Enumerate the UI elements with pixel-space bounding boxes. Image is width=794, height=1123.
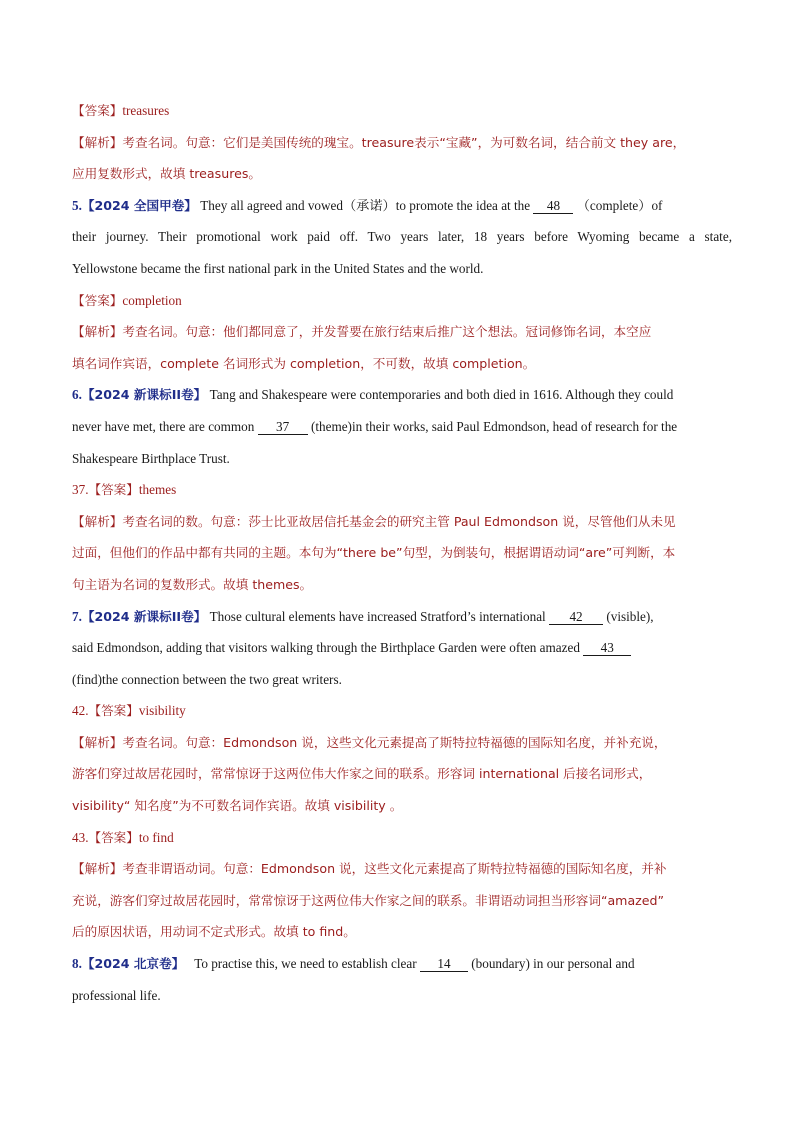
q7-answer-42: 42.【答案】visibility: [72, 703, 186, 719]
q5-blank: 48: [533, 199, 573, 214]
q5-question-line-3: Yellowstone became the first national park in the United States and the world.: [72, 260, 484, 276]
q7-analysis-43-line-1: 【解析】考查非谓语动词。句意：Edmondson 说，这些文化元素提高了斯特拉特福德的国际知名度，并补: [72, 861, 667, 877]
q7-blank-43: 43: [583, 641, 631, 656]
q6-analysis-line-2: 过面，但他们的作品中都有共同的主题。本句为“there be”句型，为倒装句，根据谓语动词“are”可判断，本: [72, 545, 676, 561]
q6-answer: 37.【答案】themes: [72, 482, 177, 498]
q7-analysis-43-line-2: 充说，游客们穿过故居花园时，常常惊讶于这两位伟大作家之间的联系。非谓语动词担当形容词“amazed”: [72, 892, 665, 908]
q5-question-line-2: their journey. Their promotional work paid off. Two years later, 18 years before Wyoming became a state,: [72, 229, 732, 245]
document-page: [72, 95, 732, 1011]
q8-question-line-2: professional life.: [72, 987, 161, 1003]
q7-analysis-42-line-2: 游客们穿过故居花园时，常常惊讶于这两位伟大作家之间的联系。形容词 international 后接名词形式，: [72, 766, 652, 782]
q4-answer: 【答案】treasures: [72, 103, 170, 118]
q7-question-line-3: (find)the connection between the two great writers.: [72, 671, 342, 687]
q7-analysis-43-line-3: 后的原因状语，用动词不定式形式。故填 to find。: [72, 924, 356, 940]
q6-question-line-1: 6.【2024 新课标ⅠⅠ卷】 Tang and Shakespeare were contemporaries and both died in 1616. Although they could: [72, 387, 674, 403]
q5-analysis-line-2: 填名词作宾语，complete 名词形式为 completion，不可数，故填 completion。: [72, 355, 536, 371]
q6-analysis-line-3: 句主语为名词的复数形式。故填 themes。: [72, 576, 313, 592]
q6-question-line-2: never have met, there are common 37 (theme)in their works, said Paul Edmondson, head of research for the: [72, 418, 678, 434]
q6-blank: 37: [258, 420, 308, 435]
q4-analysis-line-1: 【解析】考查名词。句意：它们是美国传统的瑰宝。treasure表示“宝藏”，为可数名词，结合前文 they are，: [72, 134, 686, 150]
q7-analysis-42-line-3: visibility“ 知名度”为不可数名词作宾语。故填 visibility 。: [72, 798, 403, 814]
q7-answer-43: 43.【答案】to find: [72, 829, 174, 845]
q6-question-line-3: Shakespeare Birthplace Trust.: [72, 450, 230, 466]
q7-blank-42: 42: [549, 610, 603, 625]
q5-question-line-1: 5.【2024 全国甲卷】 They all agreed and vowed（承诺）to promote the idea at the 48 （complete）of: [72, 197, 663, 213]
q5-answer: 【答案】completion: [72, 292, 182, 308]
q7-question-line-2: said Edmondson, adding that visitors walking through the Birthplace Garden were often amazed 43: [72, 632, 732, 664]
q7-question-line-1: 7.【2024 新课标ⅠⅠ卷】 Those cultural elements have increased Stratford’s international 42 (visible),: [72, 608, 654, 624]
q7-analysis-42-line-1: 【解析】考查名词。句意：Edmondson 说，这些文化元素提高了斯特拉特福德的国际知名度，并补充说，: [72, 734, 667, 750]
q4-analysis-line-2: 应用复数形式，故填 treasures。: [72, 166, 261, 182]
q8-question-line-1: 8.【2024 北京卷】 To practise this, we need to establish clear 14 (boundary) in our personal and: [72, 956, 635, 972]
q8-blank: 14: [420, 957, 468, 972]
q6-analysis-line-1: 【解析】考查名词的数。句意：莎士比亚故居信托基金会的研究主管 Paul Edmondson 说，尽管他们从未见: [72, 513, 676, 529]
q5-analysis-line-1: 【解析】考查名词。句意：他们都同意了，并发誓要在旅行结束后推广这个想法。冠词修饰名词，本空应: [72, 324, 652, 340]
